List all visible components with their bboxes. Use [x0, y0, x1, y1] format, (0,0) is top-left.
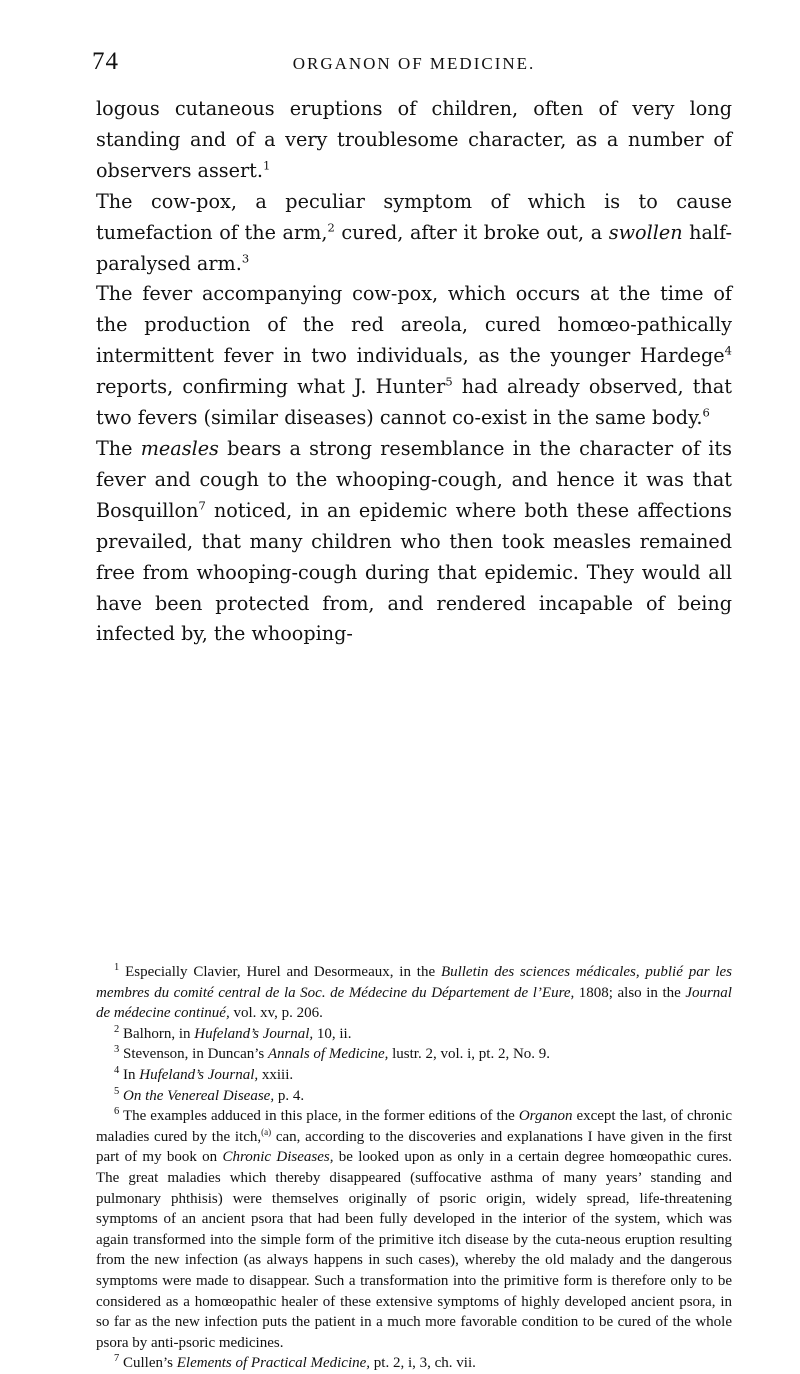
paragraph-1-text: logous cutaneous eruptions of children, often of very long standing and of a very troublesome character, as a number of observers assert.	[96, 97, 732, 182]
footnote-5	[96, 1086, 732, 1107]
paragraph-2-text-b: cured, after it broke out, a	[334, 220, 609, 244]
footnote-6-text-d: be looked upon as only in a certain degree homœopathic cures. The great maladies which thereby disappeared (suffocative asthma of many years’ standing and pulmonary phthisis) were themselves originally of psoric origin, widely spread, life-threatening symptoms of an ancient psora that had been fully developed in the interior of the system, which was again transformed into the simple form of the primitive itch disease by the cuta-neous eruption resulting from the new infection (as always happens in such cases), whereby the old malady and the dangerous symptoms were made to disappear. Such a transformation into the primitive form is therefore only to be considered as a homœopathic healer of these extensive symptoms of highly developed ancient psora, in so far as the new infection puts the patient in a much more favorable condition to be cured of the whole psora by anti-psoric medicines.	[96, 1149, 732, 1351]
main-text	[96, 94, 732, 650]
footnotes	[96, 962, 732, 1374]
footnote-4-title: Hufeland’s Journal,	[139, 1066, 259, 1083]
footnote-ref-5: 5	[445, 374, 453, 389]
footnote-1-number: 1	[114, 962, 120, 973]
footnote-6-text-b: except the last, of chronic maladies cured by the itch,	[96, 1108, 732, 1145]
footnote-7-text-b: pt. 2, i, 3, ch. vii.	[370, 1355, 476, 1372]
footnote-6-text-a: The examples adduced in this place, in the former editions of the	[122, 1108, 519, 1125]
footnote-ref-2: 2	[327, 220, 335, 235]
footnote-1-text-a: Especially Clavier, Hurel and Desormeaux, in the	[125, 964, 441, 980]
paragraph-4-emphasis: measles	[140, 436, 219, 460]
footnote-2-text-a: Balhorn, in	[123, 1025, 195, 1042]
footnote-1-title-a: Bulletin des sciences médicales, publié par les membres du comité central de la Soc. de Médecine du Département de l’Eure,	[96, 964, 733, 1001]
footnote-4	[96, 1065, 732, 1086]
page	[92, 0, 733, 1372]
footnote-4-text-b: xxiii.	[258, 1066, 294, 1083]
footnote-ref-6: 6	[702, 405, 710, 420]
footnote-3-text-a: Stevenson, in Duncan’s	[123, 1046, 268, 1063]
paragraph-1	[96, 94, 732, 187]
footnote-7-title: Elements of Practical Medicine,	[176, 1355, 371, 1372]
running-title: ORGANON OF MEDICINE.	[292, 54, 536, 73]
footnote-6-number: 6	[114, 1106, 120, 1118]
footnote-2-title: Hufeland’s Journal,	[194, 1025, 314, 1042]
footnote-ref-3: 3	[241, 251, 250, 266]
paragraph-3-text-a: The fever accompanying cow-pox, which occurs at the time of the production of the red areola, cured homœo-pathically intermittent fever in two individuals, as the younger Hardege	[96, 282, 732, 368]
footnote-1-text-b: 1808; also in the	[574, 984, 686, 1001]
footnote-6	[96, 1106, 732, 1353]
footnote-3-text-b: lustr. 2, vol. i, pt. 2, No. 9.	[388, 1046, 551, 1063]
footnote-3-number: 3	[114, 1044, 120, 1056]
footnote-4-text-a: In	[123, 1066, 140, 1083]
footnote-3	[96, 1044, 732, 1065]
footnote-ref-7: 7	[198, 498, 206, 513]
footnote-2-number: 2	[114, 1023, 120, 1035]
paragraph-2-emphasis: swollen	[608, 220, 683, 244]
paragraph-3-text-c: had already observed, that two fevers (similar diseases) cannot co-exist in the same body.	[96, 375, 732, 430]
footnote-2-text-b: 10, ii.	[313, 1025, 352, 1042]
footnote-6-ref-a: (a)	[261, 1126, 272, 1137]
paragraph-3-text-b: reports, confirming what J. Hunter	[96, 375, 446, 399]
footnote-6-title-b: Chronic Diseases,	[222, 1149, 334, 1166]
paragraph-4	[96, 434, 732, 650]
page-number: 74	[92, 48, 119, 75]
paragraph-2-text-a: The cow-pox, a peculiar symptom of which is to cause tumefaction of the arm,	[96, 189, 732, 244]
footnote-4-number: 4	[114, 1064, 120, 1076]
footnote-2	[96, 1024, 732, 1045]
footnote-7-text-a: Cullen’s	[123, 1355, 177, 1372]
paragraph-2	[96, 187, 732, 280]
paragraph-4-text-b: bears a strong resemblance in the character of its fever and cough to the whooping-cough, and hence it was that Bosquillon	[96, 436, 732, 522]
footnote-6-title-a: Organon	[518, 1108, 573, 1125]
footnote-7	[96, 1353, 732, 1374]
footnote-6-text-c: can, according to the discoveries and explanations I have given in the first part of my book on	[96, 1128, 732, 1166]
paragraph-3	[96, 279, 732, 434]
footnote-5-title: On the Venereal Disease,	[123, 1087, 275, 1104]
footnote-3-title: Annals of Medicine,	[267, 1046, 389, 1063]
footnote-ref-4: 4	[724, 343, 732, 358]
footnote-5-text-b: p. 4.	[274, 1087, 305, 1104]
footnote-ref-1: 1	[263, 158, 271, 173]
footnote-1	[96, 962, 732, 1024]
footnote-1-title-b: Journal de médecine continué,	[96, 984, 732, 1022]
footnote-5-number: 5	[114, 1085, 120, 1097]
paragraph-4-text-a: The	[96, 436, 141, 460]
paragraph-4-text-c: noticed, in an epidemic where both these affections prevailed, that many children who then took measles remained free from whooping-cough during that epidemic. They would all have been protected from, and rendered incapable of being infected by, the whooping-	[96, 498, 732, 646]
page-header	[92, 48, 732, 88]
footnote-1-text-c: vol. xv, p. 206.	[229, 1005, 323, 1022]
paragraph-2-text-c: half-paralysed arm.	[96, 220, 732, 275]
footnote-7-number: 7	[114, 1353, 120, 1365]
